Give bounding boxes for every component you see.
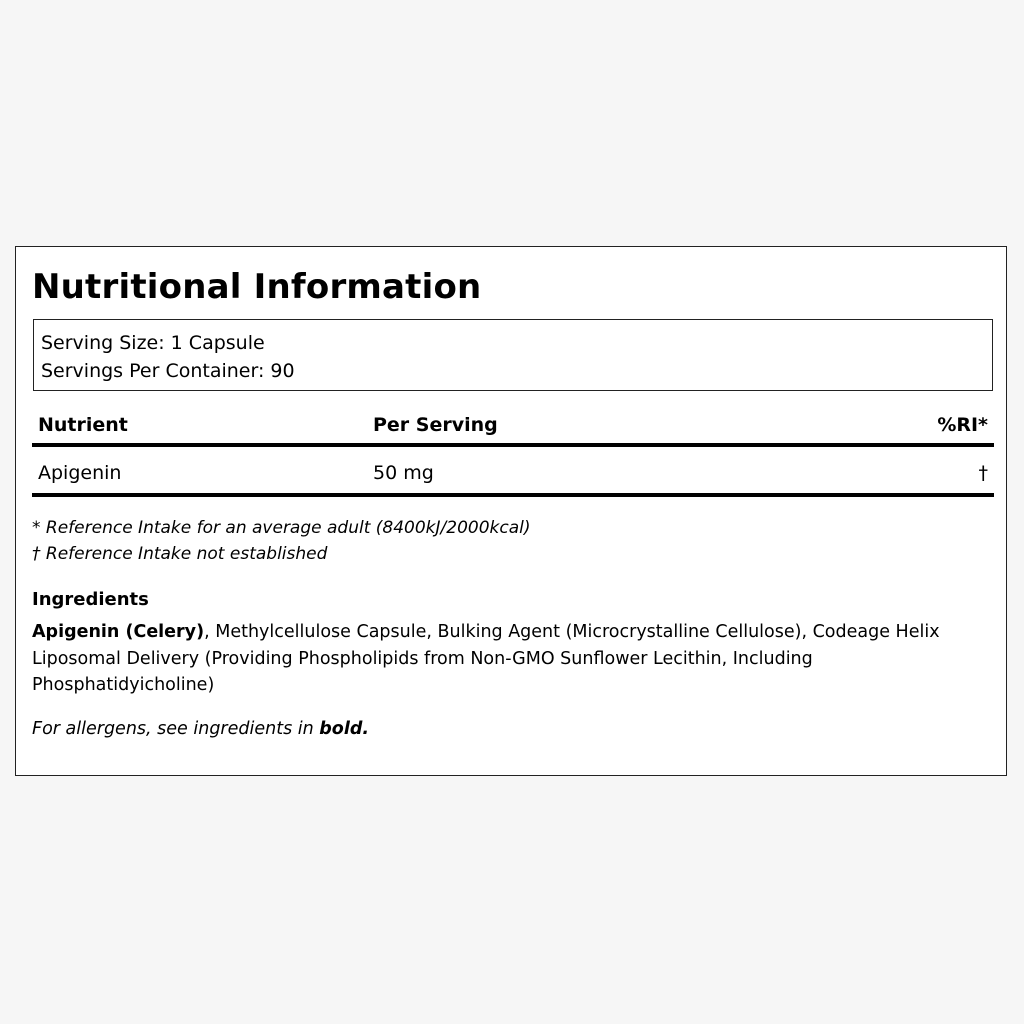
- table-header-row: [32, 407, 994, 447]
- ingredients-rest: , Methylcellulose Capsule, Bulking Agent (Microcrystalline Cellulose), Codeage Helix Liposomal Delivery (Providing Phospholipids from Non-GMO Sunflower Lecithin, Including Phosphatidyicholine): [32, 622, 940, 695]
- panel-title: Nutritional Information: [32, 267, 482, 307]
- header-nutrient: Nutrient: [38, 414, 128, 436]
- footnote-not-established: † Reference Intake not established: [32, 544, 328, 564]
- ingredients-heading: Ingredients: [32, 589, 149, 610]
- row-ri: †: [978, 462, 988, 484]
- table-row: [32, 447, 994, 497]
- allergen-note-text: For allergens, see ingredients in: [32, 719, 320, 739]
- allergen-note: [32, 716, 369, 742]
- ingredients-list: [32, 619, 957, 699]
- allergen-note-bold: bold.: [319, 719, 370, 739]
- header-per-serving: Per Serving: [373, 414, 498, 436]
- row-nutrient: Apigenin: [38, 462, 122, 484]
- row-per-serving: 50 mg: [373, 462, 434, 484]
- nutrition-panel: [15, 246, 1007, 776]
- servings-per-container: Servings Per Container: 90: [41, 360, 295, 382]
- serving-info-box: [33, 319, 993, 391]
- nutrient-table: [32, 407, 994, 497]
- header-ri: %RI*: [937, 414, 988, 436]
- serving-size: Serving Size: 1 Capsule: [41, 332, 265, 354]
- footnotes: [32, 515, 531, 567]
- footnote-ri: * Reference Intake for an average adult (8400kJ/2000kcal): [32, 518, 531, 538]
- ingredient-allergen-bold: Apigenin (Celery): [32, 622, 205, 642]
